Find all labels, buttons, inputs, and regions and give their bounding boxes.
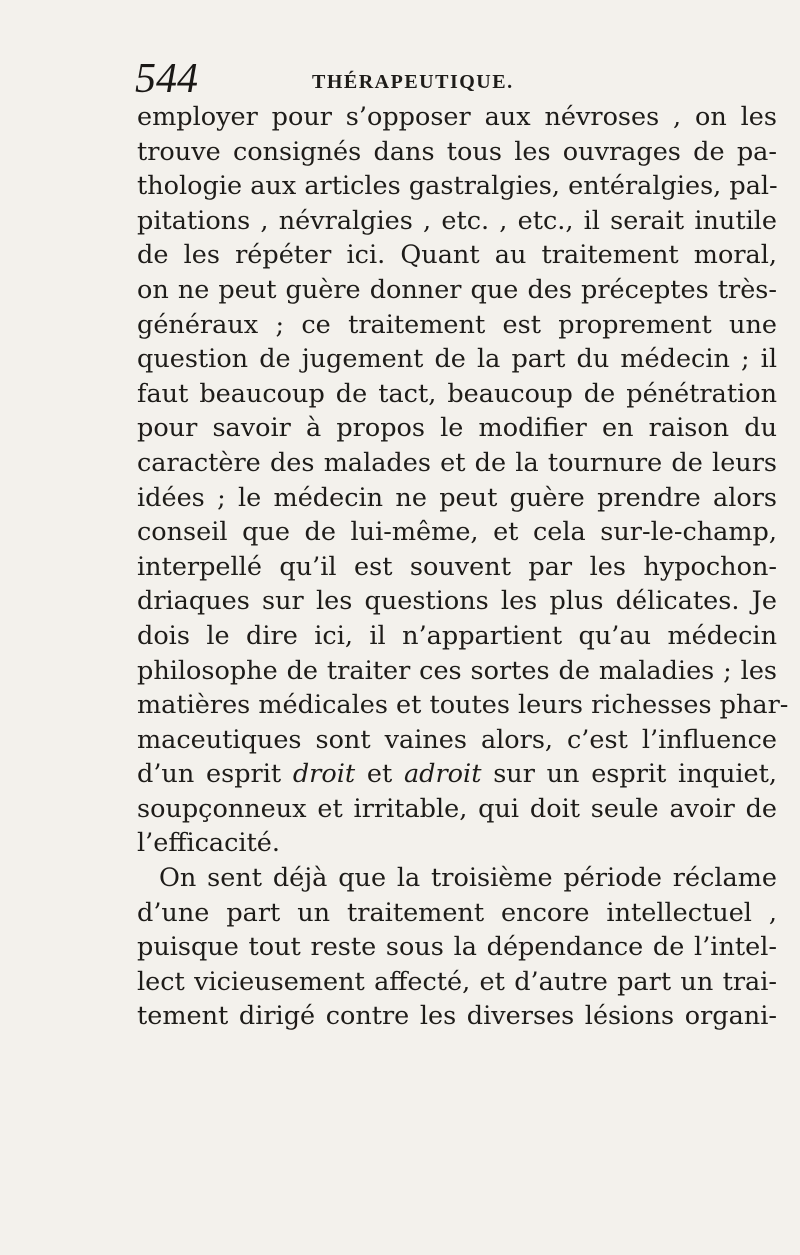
text-line: thologie aux articles gastralgies, entéralgies, pal- bbox=[137, 171, 778, 202]
text-line: interpellé qu’il est souvent par les hypochon- bbox=[137, 551, 777, 582]
text-line: puisque tout reste sous la dépendance de l’intel- bbox=[137, 932, 777, 963]
text-line: matières médicales et toutes leurs richesses phar- bbox=[137, 690, 789, 721]
text-line: trouve consignés dans tous les ouvrages de pa- bbox=[137, 136, 777, 167]
text-line: faut beaucoup de tact, beaucoup de pénétration bbox=[137, 378, 777, 409]
running-head: THÉRAPEUTIQUE. bbox=[312, 71, 514, 93]
text-line: dois le dire ici, il n’appartient qu’au médecin bbox=[137, 620, 777, 651]
text-line: de les répéter ici. Quant au traitement moral, bbox=[137, 240, 777, 271]
paragraph-start-line: On sent déjà que la troisième période réclame bbox=[159, 863, 777, 894]
text-line: employer pour s’opposer aux névroses , on les bbox=[137, 102, 777, 132]
text-line: philosophe de traiter ces sortes de maladies ; les bbox=[137, 655, 777, 686]
text-line: l’efficacité. bbox=[137, 828, 280, 859]
body-text bbox=[137, 100, 789, 1034]
text-line: lect vicieusement affecté, et d’autre part un trai- bbox=[137, 966, 777, 997]
text-line: soupçonneux et irritable, qui doit seule avoir de bbox=[137, 793, 777, 824]
text-line: tement dirigé contre les diverses lésions organi- bbox=[137, 1001, 777, 1032]
text-run: sur un esprit inquiet, bbox=[481, 759, 777, 790]
text-line: driaques sur les questions les plus délicates. Je bbox=[137, 586, 777, 617]
text-line: pitations , névralgies , etc. , etc., il serait inutile bbox=[137, 205, 777, 236]
italic-word: adroit bbox=[403, 759, 482, 790]
text-line: caractère des malades et de la tournure de leurs bbox=[137, 447, 777, 478]
text-line: idées ; le médecin ne peut guère prendre alors bbox=[137, 482, 777, 513]
text-line: question de jugement de la part du médecin ; il bbox=[137, 344, 777, 375]
text-run: et bbox=[355, 759, 404, 790]
italic-word: droit bbox=[292, 759, 356, 790]
text-run: d’un esprit bbox=[137, 759, 293, 790]
text-line: pour savoir à propos le modifier en raison du bbox=[137, 413, 777, 444]
text-line-with-italics bbox=[137, 757, 777, 792]
text-line: maceutiques sont vaines alors, c’est l’influence bbox=[137, 724, 777, 755]
page-number: 544 bbox=[135, 56, 198, 102]
text-line: d’une part un traitement encore intellectuel , bbox=[137, 897, 777, 928]
text-line: on ne peut guère donner que des préceptes très- bbox=[137, 274, 777, 305]
text-line: conseil que de lui-même, et cela sur-le-champ, bbox=[137, 517, 777, 548]
text-line: généraux ; ce traitement est proprement une bbox=[137, 309, 777, 340]
